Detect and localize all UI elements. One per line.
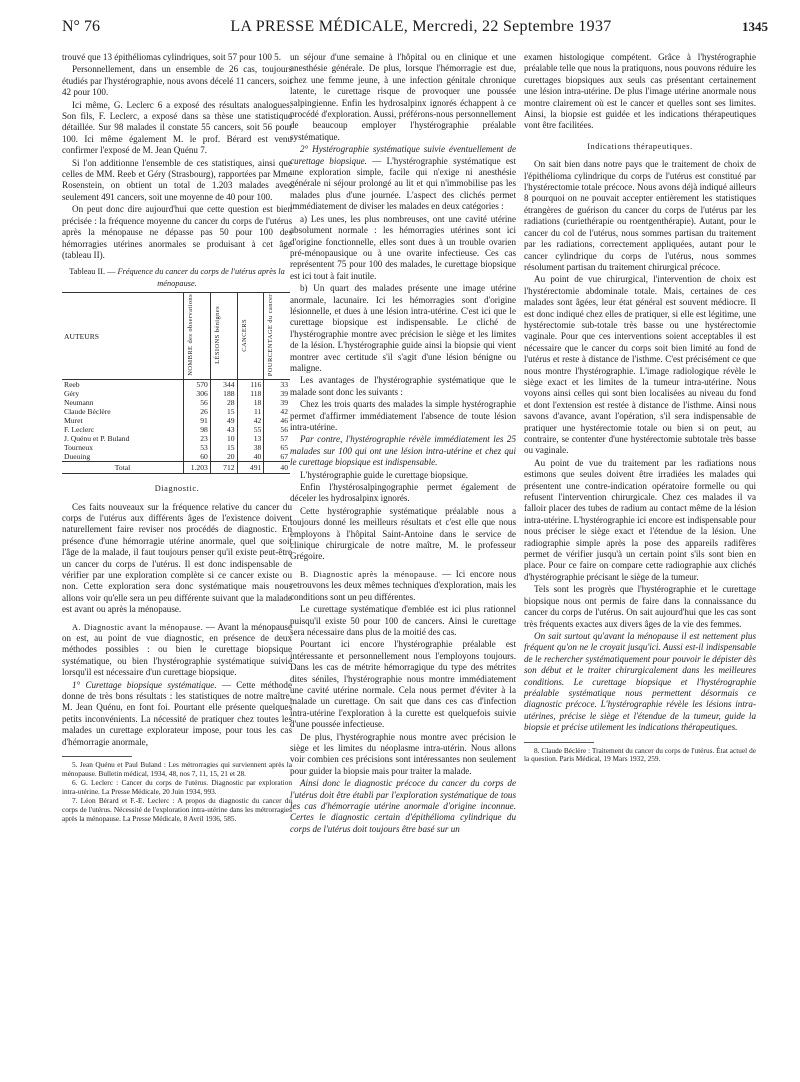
paragraph: b) Un quart des malades présente une image utérine anormale, lacunaire. Ici les hémorragies sont d'origine lésionnelle, et dues à une lésion intra-utérine. C'est ici que le curettage biopsique est indispensable. Le cliché de l'hystérographie montre avec précision le siège et les limites de la lésion. L'hystérographie guide ainsi la biopsie qui vient montrer avec certitude s'il s'agit d'une lésion bénigne ou maligne. bbox=[290, 283, 516, 373]
total-benign: 712 bbox=[210, 462, 237, 474]
table-row bbox=[62, 380, 290, 390]
author-cell: F. Leclerc bbox=[64, 425, 95, 435]
header-percentage: POURCENTAGE du cancer bbox=[267, 293, 275, 377]
value-cell: 18 bbox=[237, 398, 264, 407]
value-cell: 11 bbox=[237, 407, 264, 416]
table-caption-text: Fréquence du cancer du corps de l'utérus après la ménopause. bbox=[117, 267, 285, 288]
author-cell: Reeb bbox=[64, 380, 80, 390]
paragraph: Tels sont les progrès que l'hystérographie et le curettage biopsique nous ont permis de faire dans la connaissance du cancer du corps de l'utérus. On sait aujourd'hui que les cas sont très fréquents exactes aux divers âges de la vie des femmes. bbox=[524, 584, 756, 629]
subsection-heading: B. Diagnostic après la ménopause. bbox=[300, 569, 438, 579]
paragraph: examen histologique compétent. Grâce à l'hystérographie préalable telle que nous la pratiquons, nous pouvons réduire les curettages biopsiques aux seuls cas présentant certainement une lésion intra-utérine. De plus l'image utérine anormale nous montre clairement où est le cancer et quelles sont ses limites. Ainsi, la biopsie est guidée et les indications thérapeutiques vont être facilitées. bbox=[524, 52, 756, 131]
value-cell: 118 bbox=[237, 389, 264, 398]
paragraph bbox=[62, 622, 292, 679]
value-cell: 56 bbox=[264, 425, 290, 434]
value-cell: 23 bbox=[184, 434, 211, 443]
paragraph: Ici même, G. Leclerc 6 a exposé des résultats analogues. Son fils, F. Leclerc, a exposé dans sa thèse une statistique détaillée. Sur 98 malades il constate 55 cancers, soit 56 pour 100. Ici même également M. le prof. Bérard est venu confirmer l'exposé de M. Jean Quénu 7. bbox=[62, 99, 292, 156]
table-body bbox=[62, 380, 290, 462]
table-caption bbox=[62, 266, 292, 289]
footnote: 7. Léon Bérard et F.-E. Leclerc : A propos du diagnostic du cancer du corps de l'utérus. Nécessité de l'exploration intra-utérine dans les métrorragies après la ménopause. La Presse Médicale, 8 Avril 1936, 585. bbox=[62, 796, 292, 823]
paragraph: a) Les unes, les plus nombreuses, ont une cavité utérine absolument normale : les hémorragies utérines sont ici d'origine fonctionnelle, elles sont dues à un trouble ovarien pré-ménopausique ou à une ovarite infectieuse. Ces cas représentent 75 pour 100 des malades, le curettage biopsique est ici tout à fait inutile. bbox=[290, 213, 516, 281]
page-number: 1345 bbox=[742, 19, 768, 34]
paragraph: un séjour d'une semaine à l'hôpital ou en clinique et une anesthésie générale. De plus, lorsque l'hémorragie est due, chez une femme jeune, à une infection génitale chronique latente, le curettage risque de provoquer une poussée salpingienne. Enfin les hydrosalpinx ignorés échappent à ce procédé d'exploration. Aussi, préférons-nous personnellement de beaucoup employer l'hystérographie préalable systématique. bbox=[290, 52, 516, 142]
subsection-heading: A. Diagnostic avant la ménopause. bbox=[72, 622, 204, 632]
value-cell: 60 bbox=[184, 452, 211, 462]
value-cell: 65 bbox=[264, 443, 290, 452]
value-cell: 53 bbox=[184, 443, 211, 452]
value-cell: 46 bbox=[264, 416, 290, 425]
header-cancers: CANCERS bbox=[240, 318, 248, 352]
paragraph: On sait surtout qu'avant la ménopause il est nettement plus fréquent qu'on ne le croyait jusqu'ici. Aussi est-il indispensable de le rechercher systématiquement pour pouvoir le dépister dès son début et le traiter chirurgicalement dans les meilleures conditions. Le curettage biopsique et l'hystérographie préalable systématique nous permettent désormais ce diagnostic précoce. L'hystérographie révèle les lésions intra-utérines, précise le siège et l'étendue de la tumeur, guide la biopsie et précise utilement les indications thérapeutiques. bbox=[524, 630, 756, 733]
table-header bbox=[264, 293, 290, 380]
paragraph-text: — Avant la ménopause on est, au point de vue diagnostic, en présence de deux méthodes possibles : ou bien le curettage biopsique systématique, ou bien l'hystérographie systématique suivie lorsqu'il est nécessaire d'un curettage biopsique. bbox=[62, 621, 292, 678]
table-header bbox=[184, 293, 211, 380]
value-cell: 306 bbox=[184, 389, 211, 398]
paragraph: Au point de vue du traitement par les radiations nous estimons que seules doivent être irradiées les malades qui présentent une contre-indication opératoire formelle ou qui refusent l'intervention chirurgicale. Chez ces malades il va falloir placer des tubes de radium au contact même de la lésion intra-utérine. L'hystérographie ici encore est indispensable pour nous préciser le siège exact et l'étendue de la lésion. Une radiographie simple après la pose des appareils radifères permet de vérifier jusqu'à un certain point s'ils sont bien en place. Pour ce faire on compare cette radiographie aux clichés d'hystérographie précisant le siège de la tumeur. bbox=[524, 457, 756, 582]
paragraph: Par contre, l'hystérographie révèle immédiatement les 25 malades sur 100 qui ont une lésion intra-utérine et chez qui le curettage biopsique est indispensable. bbox=[290, 434, 516, 468]
author-cell: Tourneux bbox=[64, 443, 93, 453]
paragraph-text: — Ici encore nous retrouvons les deux mêmes techniques d'exploration, mais les conditions sont un peu différentes. bbox=[290, 568, 516, 602]
total-label: Total bbox=[62, 462, 184, 474]
value-cell: 20 bbox=[210, 452, 237, 462]
table-row bbox=[62, 416, 290, 425]
paragraph: Enfin l'hystérosalpingographie permet également de déceler les hydrosalpinx ignorés. bbox=[290, 482, 516, 504]
paragraph: On sait bien dans notre pays que le traitement de choix de l'épithélioma cylindrique du corps de l'utérus est constitué par l'hystérectomie totale précoce. Nous avons déjà indiqué ailleurs 8 pourquoi on ne pouvait accepter entièrement les statistiques étrangères de guérison du cancer du corps de l'utérus par les radiations (curiethérapie ou roentgenthérapie). Autant, pour le cancer du col de l'utérus, nous sommes partisan du traitement par les radiations, correctement appliquées, autant pour le cancer cylindrique du corps de l'utérus, nous sommes résolument partisan du traitement chirurgical précoce. bbox=[524, 159, 756, 272]
value-cell: 42 bbox=[264, 407, 290, 416]
value-cell: 188 bbox=[210, 389, 237, 398]
value-cell: 98 bbox=[184, 425, 211, 434]
column-1 bbox=[62, 52, 292, 824]
paragraph: De plus, l'hystérographie nous montre avec précision le siège et les limites du néoplasme intra-utérin. Nous allons voir combien ces précisions sont intéressantes non seulement pour guider la biopsie mais pour traiter la malade. bbox=[290, 731, 516, 776]
table-row bbox=[62, 398, 290, 407]
table-caption-label: Tableau II. — bbox=[69, 267, 116, 277]
paragraph-text: — Cette méthode donne de très bons résultats : les statistiques de notre maître, M. Jean Quénu, en font foi. Pourtant elle présente quelques petits inconvénients. La nécessité de pratiquer chez toutes les malades un curettage explorateur impose, pour tous les cas d'hémorragie anormale, bbox=[62, 679, 292, 747]
table-header bbox=[210, 293, 237, 380]
paragraph: Personnellement, dans un ensemble de 26 cas, toujours étudiés par l'hystérographie, nous avons décelé 11 cancers, soit 42 pour 100. bbox=[62, 64, 292, 98]
table-row bbox=[62, 452, 290, 462]
table-header bbox=[62, 293, 184, 380]
table-header bbox=[237, 293, 264, 380]
value-cell: 42 bbox=[237, 416, 264, 425]
total-observations: 1.203 bbox=[184, 462, 211, 474]
header-authors: AUTEURS bbox=[64, 331, 100, 341]
paragraph: Au point de vue chirurgical, l'intervention de choix est l'hystérectomie abdominale totale. Mais, certaines de ces malades sont âgées, leur état général est souvent médiocre. Il est donc indiqué chez elles de pratiquer, si elle est légitime, une hystérectomie sub-totale très basse ou une hystérectomie vaginale. Pour que ces interventions soient acceptables il est nécessaire que le cancer du corps soit bien limité au fond de l'utérus et reste à distance de l'isthme. C'est précisément ce que nous montre l'hystérographie. L'image radiologique révèle le siège exact et les limites de la tumeur intra-utérine. Nous voyons ainsi celles qui sont bien localisées au niveau du fond et dont l'extension est restée à distance de l'isthme. Ainsi nous savons d'avance, avant l'opération, s'il sera indispensable de pratiquer une hystérectomie totale ou bien si on peut, au contraire, se contenter d'une hystérectomie subtotale très basse ou vaginale. bbox=[524, 274, 756, 456]
table-row bbox=[62, 434, 290, 443]
value-cell: 13 bbox=[237, 434, 264, 443]
subsection-heading: 1° Curettage biopsique systématique. bbox=[72, 679, 217, 690]
column-2 bbox=[290, 52, 516, 836]
paragraph: Ainsi donc le diagnostic précoce du cancer du corps de l'utérus doit être établi par l'exploration systématique de tous les cas d'hémorragie utérine anormale d'origine inconnue. Certes le diagnostic certain d'épithélioma cylindrique du corps de l'utérus doit toujours être basé sur un bbox=[290, 778, 516, 834]
value-cell: 570 bbox=[184, 380, 211, 390]
table-row bbox=[62, 389, 290, 398]
paragraph: Chez les trois quarts des malades la simple hystérographie permet d'affirmer immédiatement l'absence de toute lésion intra-utérine. bbox=[290, 399, 516, 432]
value-cell: 33 bbox=[264, 380, 290, 390]
value-cell: 39 bbox=[264, 389, 290, 398]
header-benign: LÉSIONS bénignes bbox=[213, 306, 221, 365]
paragraph bbox=[290, 569, 516, 603]
author-cell: Géry bbox=[64, 389, 80, 399]
footnote: 5. Jean Quénu et Paul Buland : Les métrorragies qui surviennent après la ménopause. Bulletin médical, 1934, 48, nos 7, 11, 15, 21 et 28. bbox=[62, 760, 292, 778]
table-row bbox=[62, 443, 290, 452]
value-cell: 38 bbox=[237, 443, 264, 452]
paragraph: Si l'on additionne l'ensemble de ces statistiques, ainsi que celles de MM. Reeb et Géry (Strasbourg), rapportées par Mme Rosenstein, on obtient un total de 1.203 malades avec seulement 491 cancers, soit une moyenne de 40 pour 100. bbox=[62, 157, 292, 202]
value-cell: 56 bbox=[184, 398, 211, 407]
value-cell: 67 bbox=[264, 452, 290, 462]
table-row bbox=[62, 425, 290, 434]
footnote: 8. Claude Béclère : Traitement du cancer du corps de l'utérus. État actuel de la question. Paris Médical, 19 Mars 1932, 259. bbox=[524, 745, 756, 764]
value-cell: 116 bbox=[237, 380, 264, 390]
author-cell: Neumann bbox=[64, 398, 94, 408]
table-row bbox=[62, 407, 290, 416]
paragraph bbox=[62, 680, 292, 748]
author-cell: Dueuing bbox=[64, 452, 91, 462]
paragraph: Le curettage systématique d'emblée est ici plus rationnel puisqu'il existe 50 pour 100 de cancers. Ainsi le curettage sera nécessaire dans plus de la moitié des cas. bbox=[290, 604, 516, 637]
author-cell: J. Quénu et P. Buland bbox=[64, 434, 130, 444]
paragraph-text: — L'hystérographie systématique est une exploration simple, facile qui n'exige ni anesthésie générale ni séjour prolongé au lit et qui n'immobilise pas les malades plus d'une journée. L'aspect des clichés permet immédiatement de diviser les malades en deux catégories : bbox=[290, 155, 516, 212]
value-cell: 10 bbox=[210, 434, 237, 443]
footnote-rule bbox=[62, 756, 132, 757]
paragraph: Cette hystérographie systématique préalable nous a toujours donné les meilleurs résultats et c'est elle que nous employons à l'hôpital Saint-Antoine dans le service de clinique chirurgicale de notre maître, M. le professeur Grégoire. bbox=[290, 505, 516, 562]
paragraph: On peut donc dire aujourd'hui que cette question est bien précisée : la fréquence moyenne du cancer du corps de l'utérus après la ménopause ne dépasse pas 50 pour 100 des hémorragies utérines anormales se produisant à cet âge (tableau II). bbox=[62, 204, 292, 260]
paragraph: trouvé que 13 épithéliomas cylindriques, soit 57 pour 100 5. bbox=[62, 52, 281, 62]
value-cell: 26 bbox=[184, 407, 211, 416]
value-cell: 344 bbox=[210, 380, 237, 390]
value-cell: 91 bbox=[184, 416, 211, 425]
value-cell: 15 bbox=[210, 407, 237, 416]
header-observations: NOMBRE des observations bbox=[187, 294, 195, 377]
value-cell: 28 bbox=[210, 398, 237, 407]
page-header bbox=[62, 18, 768, 40]
section-heading: Indications thérapeutiques. bbox=[587, 141, 693, 151]
journal-title: LA PRESSE MÉDICALE, Mercredi, 22 Septembre 1937 bbox=[230, 18, 612, 35]
subsection-heading: 2° Hystérographie systématique suivie éventuellement de curettage biopsique. bbox=[290, 144, 516, 166]
footnote: 6. G. Leclerc : Cancer du corps de l'utérus. Diagnostic par exploration intra-utérine. La Presse Médicale, 20 Juin 1934, 993. bbox=[62, 778, 292, 796]
section-heading: Diagnostic. bbox=[154, 484, 200, 494]
author-cell: Claude Béclère bbox=[64, 407, 111, 417]
footnote-rule bbox=[524, 742, 594, 743]
issue-number: N° 76 bbox=[62, 18, 100, 35]
paragraph: Ces faits nouveaux sur la fréquence relative du cancer du corps de l'utérus aux différents âges de l'existence doivent naturellement faire reviser nos procédés de diagnostic. En présence d'une hémorragie utérine anormale, quel que soit l'âge de la malade, il faut toujours penser qu'il existe peut-être un cancer du corps de l'utérus. Il est donc indispensable de vérifier par une exploration complète si ce cancer existe ou non. Cette exploration sera donc systématique mais nous allons voir qu'elle sera un peu différente suivant que la malade est avant ou après la ménopause. bbox=[62, 501, 292, 615]
value-cell: 57 bbox=[264, 434, 290, 443]
paragraph bbox=[290, 144, 516, 212]
value-cell: 40 bbox=[237, 452, 264, 462]
total-percentage: 40 bbox=[264, 462, 290, 474]
table-header-row bbox=[62, 293, 290, 380]
value-cell: 55 bbox=[237, 425, 264, 434]
table-total-row bbox=[62, 462, 290, 474]
value-cell: 15 bbox=[210, 443, 237, 452]
paragraph: Pourtant ici encore l'hystérographie préalable est intéressante et personnellement nous l'employons toujours. Dans les cas de métrite hémorragique du type des métrites dites séniles, l'hystérographie nous montre immédiatement une cavité utérine normale. Cela nous permet d'éviter à la malade un curettage. On sait que dans ces cas d'infection intra-utérine l'exploration à la curette est quelquefois suivie d'une poussée infectieuse. bbox=[290, 639, 516, 730]
paragraph: L'hystérographie guide le curettage biopsique. bbox=[300, 469, 469, 480]
value-cell: 49 bbox=[210, 416, 237, 425]
author-cell: Muret bbox=[64, 416, 83, 426]
value-cell: 43 bbox=[210, 425, 237, 434]
column-3 bbox=[524, 52, 756, 765]
frequency-table bbox=[62, 292, 290, 474]
total-cancers: 491 bbox=[237, 462, 264, 474]
paragraph: Les avantages de l'hystérographie systématique que le malade sont donc les suivants : bbox=[290, 375, 516, 397]
value-cell: 39 bbox=[264, 398, 290, 407]
